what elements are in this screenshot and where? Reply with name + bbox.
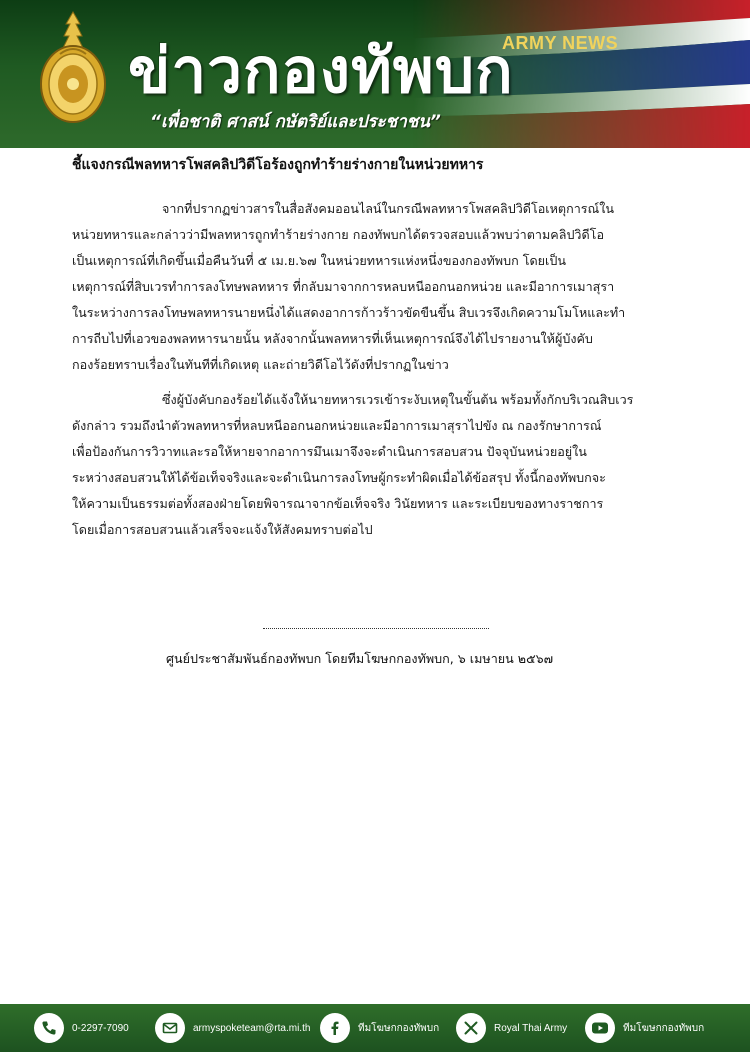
news-headline: ชี้แจงกรณีพลทหารโพสคลิปวิดีโอร้องถูกทำร้ายร่างกายในหน่วยทหาร [72, 157, 484, 173]
paragraph-2 [72, 387, 692, 543]
paragraph-line: โดยเมื่อการสอบสวนแล้วเสร็จจะแจ้งให้สังคมทราบต่อไป [72, 522, 373, 537]
paragraph-line: ระหว่างสอบสวนให้ได้ข้อเท็จจริงและจะดำเนินการลงโทษผู้กระทำผิดเมื่อได้ข้อสรุป ทั้งนี้กองทัพบกจะ [72, 470, 606, 485]
paragraph-line: การถีบไปที่เอวของพลทหารนายนั้น หลังจากนั้นพลทหารที่เห็นเหตุการณ์จึงได้ไปรายงานให้ผู้บังคับ [72, 331, 593, 346]
paragraph-line: หน่วยทหารและกล่าวว่ามีพลทหารถูกทำร้ายร่างกาย กองทัพบกได้ตรวจสอบแล้วพบว่าตามคลิปวิดีโอ [72, 227, 605, 242]
footer-youtube[interactable] [585, 1004, 704, 1052]
paragraph-line: ซึ่งผู้บังคับกองร้อยได้แจ้งให้นายทหารเวรเข้าระงับเหตุในขั้นต้น พร้อมทั้งกักบริเวณสิบเวร [162, 392, 634, 407]
paragraph-line: เหตุการณ์ที่สิบเวรทำการลงโทษพลทหาร ที่กลับมาจากการหลบหนีออกนอกหน่วย และมีอาการเมาสุรา [72, 279, 615, 294]
paragraph-line: ในระหว่างการลงโทษพลทหารนายหนึ่งได้แสดงอาการก้าวร้าวขัดขืนขึ้น สิบเวรจึงเกิดความโมโหและทำ [72, 305, 626, 320]
paragraph-line: กองร้อยทราบเรื่องในทันทีที่เกิดเหตุ และถ่ายวิดีโอไว้ดังที่ปรากฏในข่าว [72, 357, 449, 372]
paragraph-line: จากที่ปรากฏข่าวสารในสื่อสังคมออนไลน์ในกรณีพลทหารโพสคลิปวิดีโอเหตุการณ์ใน [162, 201, 614, 216]
email-icon [155, 1013, 185, 1043]
facebook-page: ทีมโฆษกกองทัพบก [358, 1022, 440, 1034]
army-emblem-icon [36, 10, 110, 126]
footer-facebook[interactable] [320, 1004, 439, 1052]
masthead-banner [0, 0, 750, 148]
facebook-icon [320, 1013, 350, 1043]
paragraph-line: ให้ความเป็นธรรมต่อทั้งสองฝ่ายโดยพิจารณาจากข้อเท็จจริง วินัยทหาร และระเบียบของทางราชการ [72, 496, 604, 511]
contact-footer [0, 1004, 750, 1052]
footer-phone[interactable] [34, 1004, 129, 1052]
source-credit: ศูนย์ประชาสัมพันธ์กองทัพบก โดยทีมโฆษกกองทัพบก, ๖ เมษายน ๒๕๖๗ [166, 651, 554, 666]
masthead-motto: “เพื่อชาติ ศาสน์ กษัตริย์และประชาชน” [150, 112, 441, 132]
footer-email[interactable] [155, 1004, 310, 1052]
masthead-title: ข่าวกองทัพบก [128, 34, 514, 107]
phone-number: 0-2297-7090 [72, 1022, 129, 1034]
news-body [72, 196, 692, 543]
paragraph-line: เป็นเหตุการณ์ที่เกิดขึ้นเมื่อคืนวันที่ ๕ เม.ย.๖๗ ในหน่วยทหารแห่งหนึ่งของกองทัพบก โดยเป็น [72, 253, 566, 268]
footer-x[interactable] [456, 1004, 567, 1052]
army-news-label: ARMY NEWS [502, 33, 619, 53]
youtube-channel: ทีมโฆษกกองทัพบก [623, 1022, 705, 1034]
youtube-icon [585, 1013, 615, 1043]
x-account: Royal Thai Army [494, 1022, 568, 1034]
paragraph-line: ดังกล่าว รวมถึงนำตัวพลทหารที่หลบหนีออกนอกหน่วยและมีอาการเมาสุราไปขัง ณ กองรักษาการณ์ [72, 418, 602, 433]
email-address: armyspoketeam@rta.mi.th [193, 1022, 311, 1034]
x-icon [456, 1013, 486, 1043]
dotted-separator [263, 628, 489, 629]
phone-icon [34, 1013, 64, 1043]
paragraph-line: เพื่อป้องกันการวิวาทและรอให้หายจากอาการมึนเมาจึงจะดำเนินการสอบสวน ปัจจุบันหน่วยอยู่ใน [72, 444, 587, 459]
paragraph-1 [72, 196, 692, 378]
